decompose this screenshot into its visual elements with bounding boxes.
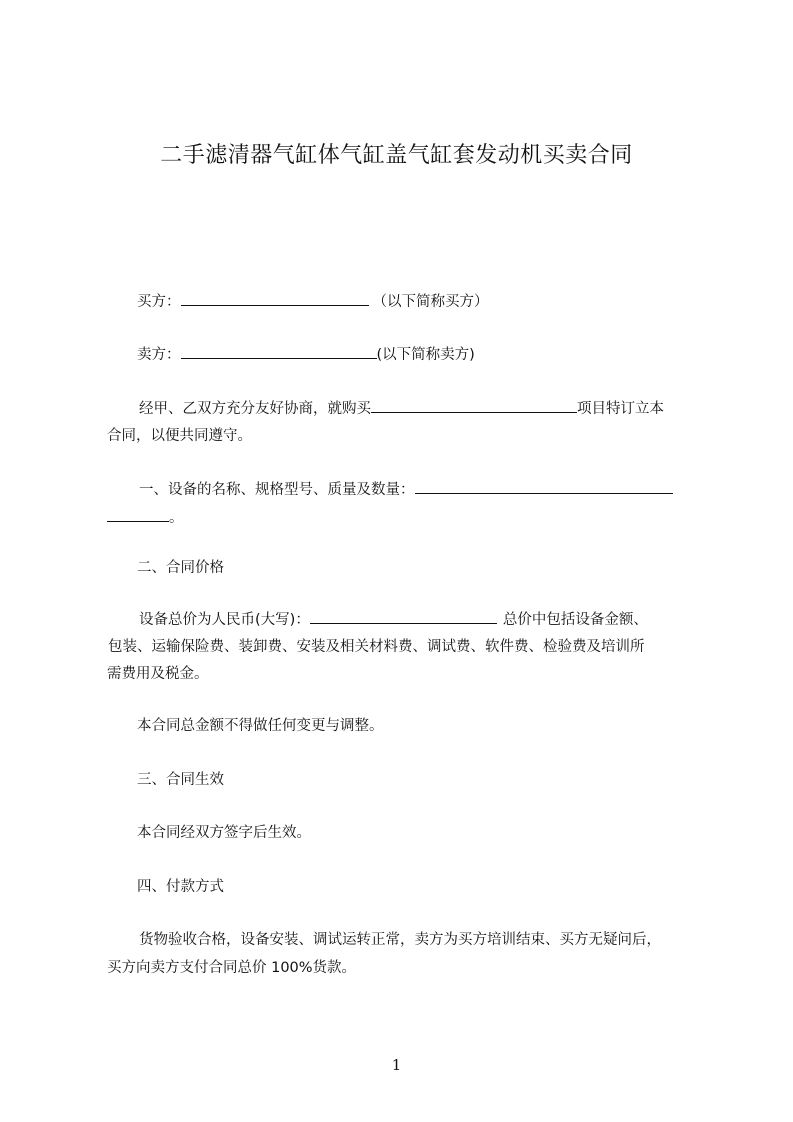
equipment-blank bbox=[415, 479, 673, 494]
section3-heading: 三、合同生效 bbox=[137, 772, 224, 788]
equipment-blank-cont bbox=[107, 507, 169, 522]
intro-text-after: 项目特订立本 bbox=[577, 401, 664, 417]
section1-heading: 一、设备的名称、规格型号、质量及数量： bbox=[139, 482, 415, 498]
section2-heading: 二、合同价格 bbox=[137, 560, 224, 576]
section4-heading: 四、付款方式 bbox=[137, 879, 224, 895]
buyer-label: 买方： bbox=[137, 294, 181, 310]
contract-title: 二手滤清器气缸体气缸盖气缸套发动机买卖合同 bbox=[160, 143, 633, 168]
seller-blank bbox=[181, 344, 377, 359]
buyer-blank bbox=[181, 291, 369, 306]
section4-line-1: 货物验收合格，设备安装、调试运转正常，卖方为买方培训结束、买方无疑问后， bbox=[139, 932, 661, 948]
page-number: 1 bbox=[391, 1056, 402, 1074]
section1-end: 。 bbox=[169, 510, 184, 526]
section1-line-2 bbox=[107, 507, 184, 528]
buyer-line bbox=[137, 291, 489, 312]
total-amount-blank bbox=[310, 609, 497, 624]
intro-line-2: 合同，以便共同遵守。 bbox=[107, 428, 252, 444]
section4-line-2: 买方向卖方支付合同总价 100%货款。 bbox=[107, 960, 357, 976]
seller-label: 卖方： bbox=[137, 347, 181, 363]
project-blank bbox=[371, 398, 577, 413]
section2-total-line bbox=[139, 609, 648, 630]
section2-line-3: 需费用及税金。 bbox=[107, 666, 209, 682]
total-label: 设备总价为人民币(大写)： bbox=[139, 612, 310, 628]
intro-text-before: 经甲、乙双方充分友好协商，就购买 bbox=[139, 401, 371, 417]
intro-line-1 bbox=[139, 398, 664, 419]
buyer-suffix: （以下简称买方） bbox=[372, 294, 489, 310]
section2-fixed-amount: 本合同总金额不得做任何变更与调整。 bbox=[137, 718, 384, 734]
section3-text: 本合同经双方签字后生效。 bbox=[137, 825, 311, 841]
seller-line bbox=[137, 344, 475, 365]
total-includes: 总价中包括设备金额、 bbox=[502, 612, 648, 628]
seller-suffix: (以下简称卖方) bbox=[376, 347, 475, 363]
section2-line-2: 包装、运输保险费、装卸费、安装及相关材料费、调试费、软件费、检验费及培训所 bbox=[108, 639, 645, 655]
section1-line-1 bbox=[139, 479, 673, 500]
